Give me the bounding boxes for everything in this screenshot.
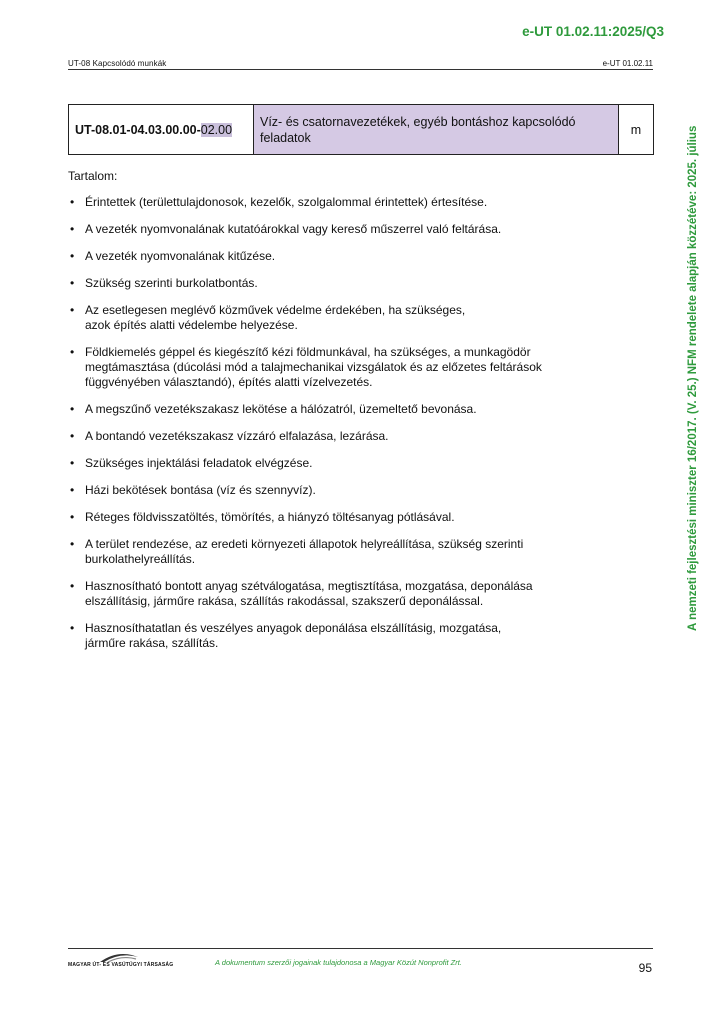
document-code: e-UT 01.02.11:2025/Q3 xyxy=(522,24,664,39)
item-code-prefix: UT-08.01-04.03.00.00- xyxy=(75,122,201,137)
item-code-table xyxy=(68,104,654,155)
bullet-icon: • xyxy=(70,195,75,209)
content-list-item xyxy=(68,195,628,210)
content-list-item-text: A terület rendezése, az eredeti környezeti állapotok helyreállítása, szükség szerinti xyxy=(85,537,524,551)
item-description-cell: Víz- és csatornavezetékek, egyéb bontáshoz kapcsolódó feladatok xyxy=(254,105,619,155)
content-list-item-text: elszállításig, járműre rakása, szállítás rakodással, szakszerű deponálással. xyxy=(85,594,484,608)
header-divider xyxy=(68,69,653,70)
content-list-item xyxy=(68,579,628,609)
content-list-item-text: Hasznosíthatatlan és veszélyes anyagok deponálása elszállításig, mozgatása, xyxy=(85,621,502,635)
content-list-item-text: A vezeték nyomvonalának kutatóárokkal vagy kereső műszerrel való feltárása. xyxy=(85,222,502,236)
content-list-item-text: Szükség szerinti burkolatbontás. xyxy=(85,276,258,290)
content-list-item xyxy=(68,249,628,264)
content-list-item-text: Réteges földvisszatöltés, tömörítés, a hiányzó töltésanyag pótlásával. xyxy=(85,510,455,524)
item-code-cell xyxy=(69,105,254,155)
item-code-row xyxy=(69,105,654,155)
content-list-item xyxy=(68,345,628,390)
content-list-item xyxy=(68,483,628,498)
content-list-item xyxy=(68,402,628,417)
content-list-item-text: megtámasztása (dúcolási mód a talajmechanikai vizsgálatok és az előzetes feltárások xyxy=(85,360,542,374)
content-heading: Tartalom: xyxy=(68,169,118,183)
content-list-item-text: A bontandó vezetékszakasz vízzáró elfalazása, lezárása. xyxy=(85,429,389,443)
bullet-icon: • xyxy=(70,510,75,524)
society-logo xyxy=(68,951,174,975)
bullet-icon: • xyxy=(70,456,75,470)
publication-side-note: A nemzeti fejlesztési miniszter 16/2017. (V. 25.) NFM rendelete alapján közzétéve: 2025. július xyxy=(687,125,699,631)
bullet-icon: • xyxy=(70,222,75,236)
content-list-item xyxy=(68,303,628,333)
bullet-icon: • xyxy=(70,249,75,263)
content-list xyxy=(68,195,628,651)
content-list-item-text: Érintettek (területtulajdonosok, kezelők, szolgalommal érintettek) értesítése. xyxy=(85,195,488,209)
content-list-item-text: Földkiemelés géppel és kiegészítő kézi földmunkával, ha szükséges, a munkagödör xyxy=(85,345,531,359)
bullet-icon: • xyxy=(70,345,75,359)
bullet-icon: • xyxy=(70,579,75,593)
content-list-item-text: Szükséges injektálási feladatok elvégzése. xyxy=(85,456,313,470)
section-title: UT-08 Kapcsolódó munkák xyxy=(68,59,167,68)
copyright-notice: A dokumentum szerzői jogainak tulajdonosa a Magyar Közút Nonprofit Zrt. xyxy=(215,958,462,967)
content-list-item-text: Házi bekötések bontása (víz és szennyvíz). xyxy=(85,483,316,497)
content-list-item xyxy=(68,621,628,651)
bullet-icon: • xyxy=(70,537,75,551)
content-list-item xyxy=(68,456,628,471)
item-code-highlight: 02.00 xyxy=(200,122,233,137)
logo-text: MAGYAR ÚT- ÉS VASÚTÜGYI TÁRSASÁG xyxy=(68,962,174,968)
page-number: 95 xyxy=(638,961,652,975)
content-list-item-text: azok építés alatti védelembe helyezése. xyxy=(85,318,298,332)
content-list-item-text: Az esetlegesen meglévő közművek védelme érdekében, ha szükséges, xyxy=(85,303,466,317)
content-list-item-text: járműre rakása, szállítás. xyxy=(85,636,219,650)
bullet-icon: • xyxy=(70,276,75,290)
content-list-item xyxy=(68,429,628,444)
bullet-icon: • xyxy=(70,429,75,443)
content-list-item-text: Hasznosítható bontott anyag szétválogatása, megtisztítása, mozgatása, deponálása xyxy=(85,579,533,593)
content-list-item xyxy=(68,510,628,525)
footer-divider xyxy=(68,948,653,949)
item-unit-cell: m xyxy=(619,105,654,155)
bullet-icon: • xyxy=(70,621,75,635)
content-list-item xyxy=(68,276,628,291)
content-section xyxy=(68,169,628,663)
content-list-item-text: burkolathelyreállítás. xyxy=(85,552,196,566)
content-list-item-text: A vezeték nyomvonalának kitűzése. xyxy=(85,249,276,263)
content-list-item-text: A megszűnő vezetékszakasz lekötése a hálózatról, üzemeltető bevonása. xyxy=(85,402,477,416)
content-list-item-text: függvényében választandó), építés alatti vízelvezetés. xyxy=(85,375,373,389)
content-list-item xyxy=(68,222,628,237)
document-reference: e-UT 01.02.11 xyxy=(602,59,653,68)
bullet-icon: • xyxy=(70,303,75,317)
bullet-icon: • xyxy=(70,402,75,416)
bullet-icon: • xyxy=(70,483,75,497)
content-list-item xyxy=(68,537,628,567)
